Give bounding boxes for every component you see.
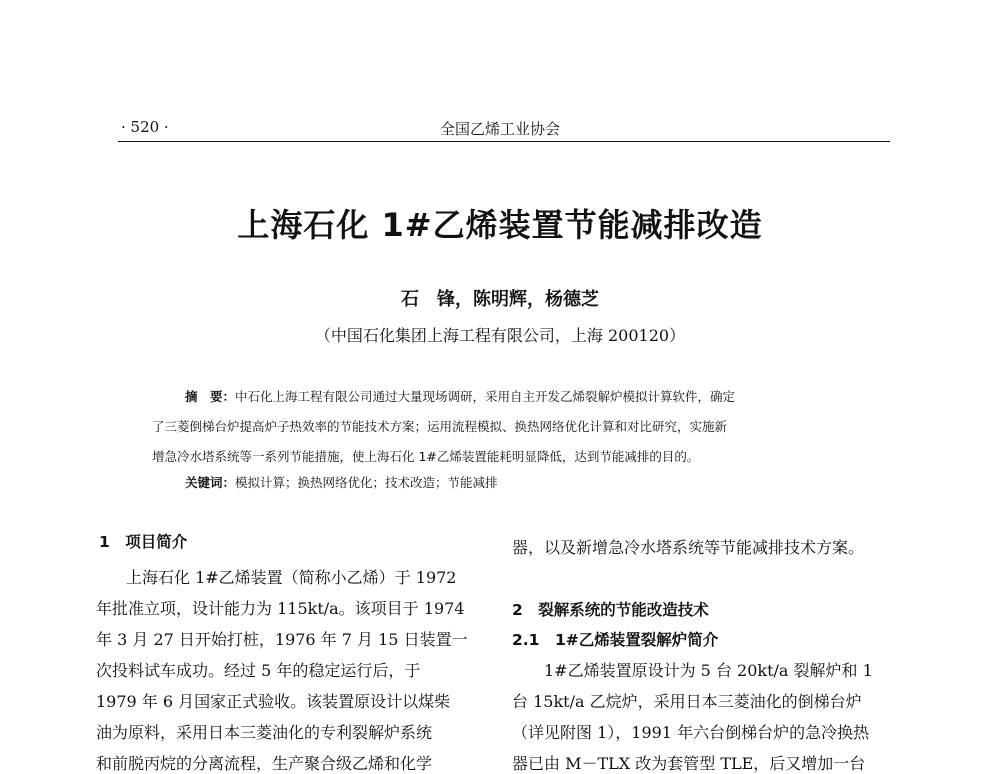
abstract-line-3: 增急冷水塔系统等一系列节能措施，使上海石化 1#乙烯装置能耗明显降低，达到节能减排的目的。 [152,449,700,464]
abstract-line-2: 了三菱倒梯台炉提高炉子热效率的节能技术方案；运用流程模拟、换热网络优化计算和对比研究，实施新 [152,419,728,434]
left-line-4: 次投料试车成功。经过 5 年的稳定运行后，于 [96,661,421,680]
keywords-line [185,473,498,491]
left-line-6: 油为原料，采用日本三菱油化的专利裂解炉系统 [96,723,433,742]
abstract-line-1 [185,387,735,405]
paper-title: 上海石化 1#乙烯装置节能减排改造 [237,206,763,244]
left-line-3: 年 3 月 27 日开始打桩，1976 年 7 月 15 日装置一 [96,630,468,649]
right-line-2: 台 15kt/a 乙烷炉，采用日本三菱油化的倒梯台炉 [512,692,862,711]
page-number: · 520 · [121,118,169,136]
right-line-0: 器，以及新增急冷水塔系统等节能减排技术方案。 [512,538,865,557]
left-line-5: 1979 年 6 月国家正式验收。该装置原设计以煤柴 [96,692,451,711]
keywords-text: 模拟计算；换热网络优化；技术改造；节能减排 [235,475,498,490]
left-line-7: 和前脱丙烷的分离流程，生产聚合级乙烯和化学 [96,754,433,773]
journal-name: 全国乙烯工业协会 [439,120,560,138]
section-2-heading: 2 裂解系统的节能改造技术 [512,601,709,619]
right-line-1: 1#乙烯装置原设计为 5 台 20kt/a 裂解炉和 1 [544,661,873,680]
keywords-label: 关键词： [185,475,236,490]
abstract-text-1: 中石化上海工程有限公司通过大量现场调研，采用自主开发乙烯裂解炉模拟计算软件，确定 [235,389,736,404]
section-1-heading: 1 项目简介 [99,533,188,551]
paper-authors: 石 锋，陈明辉，杨德芝 [401,289,599,310]
paper-affiliation: （中国石化集团上海工程有限公司，上海 200120） [314,326,686,345]
abstract-label: 摘 要： [185,389,236,404]
left-line-1: 上海石化 1#乙烯装置（简称小乙烯）于 1972 [126,568,457,587]
right-line-4: 器已由 M－TLX 改为套管型 TLE，后又增加一台 [512,754,866,773]
section-2-1-heading: 2.1 1#乙烯装置裂解炉简介 [512,631,719,649]
right-line-3: （详见附图 1），1991 年六台倒梯台炉的急冷换热 [512,723,870,742]
left-line-2: 年批准立项，设计能力为 115kt/a。该项目于 1974 [96,599,465,618]
header-rule [118,141,890,142]
